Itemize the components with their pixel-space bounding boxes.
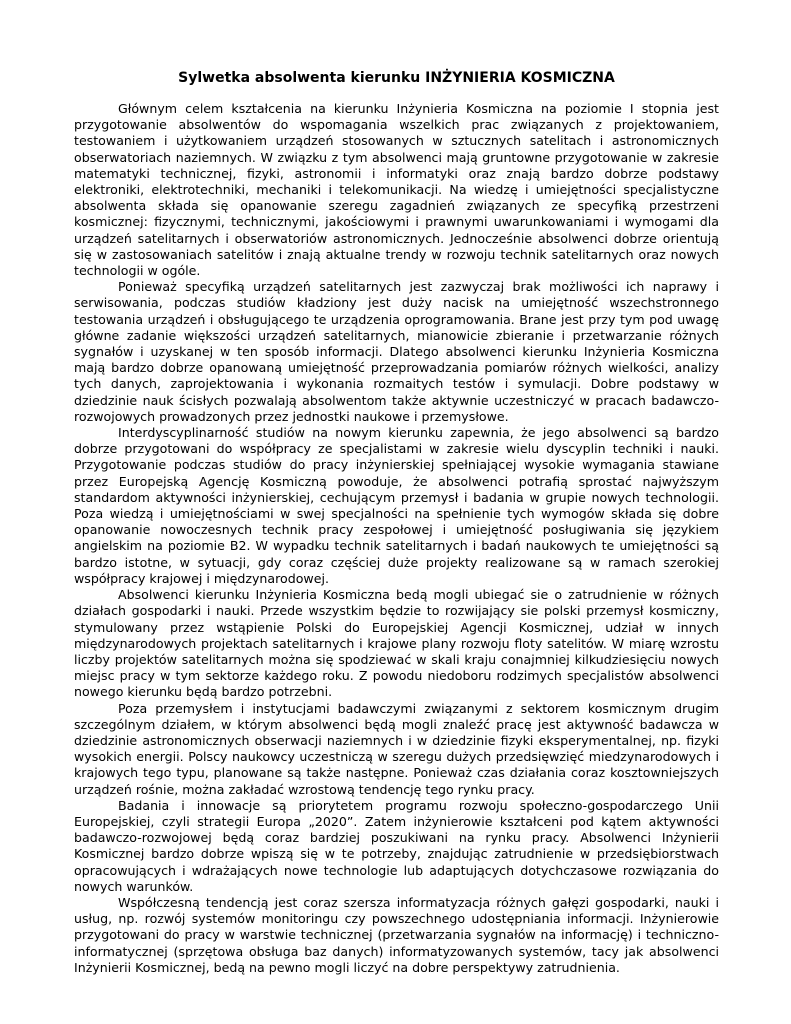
document-title: Sylwetka absolwenta kierunku INŻYNIERIA KOSMICZNA <box>178 70 615 86</box>
paragraph-goals: Głównym celem kształcenia na kierunku Inżynieria Kosmiczna na poziomie I stopnia jest przygotowanie absolwentów do wspomagania wszelkich prac związanych z projektowaniem, testowaniem i użytkowaniem urządzeń stosowanych w sztucznych satelitach i astronomicznych obserwatoriach naziemnych. W związku z tym absolwenci mają gruntowne przygotowanie w zakresie matematyki technicznej, fizyki, astronomii i informatyki oraz znają bardzo dobrze podstawy elektroniki, elektrotechniki, mechaniki i telekomunikacji. Na wiedzę i umiejętności specjalistyczne absolwenta składa się opanowanie szeregu zagadnień związanych ze specyfiką przestrzeni kosmicznej: fizycznymi, technicznymi, jakościowymi i prawnymi uwarunkowaniami i wymogami dla urządzeń satelitarnych i obserwatoriów astronomicznych. Jednocześnie absolwenci dobrze orientują się w zastosowaniach satelitów i znają aktualne trendy w rozwoju technik satelitarnych oraz nowych technologii w ogóle. <box>74 101 719 279</box>
paragraph-interdisciplinarity: Interdyscyplinarność studiów na nowym kierunku zapewnia, że jego absolwenci są bardzo dobrze przygotowani do współpracy ze specjalistami w zakresie wielu dyscyplin techniki i nauki. Przygotowanie podczas studiów do pracy inżynierskiej spełniającej wysokie wymagania stawiane przez Europejską Agencję Kosmiczną powoduje, że absolwenci potrafią sprostać najwyższym standardom aktywności inżynierskiej, cechującym przemysł i badania w grupie nowych technologii. Poza wiedzą i umiejętnościami w swej specjalności na spełnienie tych wymogów składa się dobre opanowanie nowoczesnych technik pracy zespołowej i umiejętność posługiwania się językiem angielskim na poziomie B2. W wypadku technik satelitarnych i badań naukowych te umiejętności są bardzo istotne, w sytuacji, gdy coraz częściej duże projekty realizowane są w ramach szerokiej współpracy krajowej i międzynarodowej. <box>74 425 719 586</box>
paragraph-employment: Absolwenci kierunku Inżynieria Kosmiczna bedą mogli ubiegać sie o zatrudnienie w różnych działach gospodarki i nauki. Przede wszystkim będzie to rozwijający sie polski przemysł kosmiczny, stymulowany przez wstąpienie Polski do Europejskiej Agencji Kosmicznej, udział w innych międzynarodowych projektach satelitarnych i krajowe plany rozwoju floty satelitów. W miarę wzrostu liczby projektów satelitarnych można się spodziewać w skali kraju conajmniej kilkudziesięciu nowych miejsc pracy w tym sektorze każdego roku. Z powodu niedoboru rodzimych specjalistów absolwenci nowego kierunku będą bardzo potrzebni. <box>74 587 719 700</box>
paragraph-research: Poza przemysłem i instytucjami badawczymi związanymi z sektorem kosmicznym drugim szczególnym działem, w którym absolwenci będą mogli znaleźć pracę jest aktywność badawcza w dziedzinie astronomicznych obserwacji naziemnych i w dziedzinie fizyki eksperymentalnej, np. fizyki wysokich energii. Polscy naukowcy uczestniczą w szeregu dużych przedsięwzięć miedzynarodowych i krajowych tego typu, planowane są także następne. Ponieważ czas działania coraz kosztowniejszych urządzeń rośnie, można zakładać wzrostową tendencję tego rynku pracy. <box>74 700 719 797</box>
paragraph-innovation: Badania i innowacje są priorytetem programu rozwoju społeczno-gospodarczego Unii Europejskiej, czyli strategii Europa „2020”. Zatem inżynierowie kształceni pod kątem aktywności badawczo-rozwojowej będą coraz bardziej poszukiwani na rynku pracy. Absolwenci Inżynierii Kosmicznej bardzo dobrze wpiszą się w te potrzeby, znajdując zatrudnienie w przedsiębiorstwach opracowujących i wdrażających nowe technologie lub adaptujących dotychczasowe rozwiązania do nowych warunków. <box>74 797 719 894</box>
paragraph-testing: Ponieważ specyfiką urządzeń satelitarnych jest zazwyczaj brak możliwości ich naprawy i serwisowania, podczas studiów kładziony jest duży nacisk na umiejętność wszechstronnego testowania urządzeń i obsługującego te urządzenia oprogramowania. Brane jest przy tym pod uwagę główne zadanie większości urządzeń satelitarnych, mianowicie zbieranie i przetwarzanie różnych sygnałów i uzyskanej w ten sposób informacji. Dlatego absolwenci kierunku Inżynieria Kosmiczna mają bardzo dobrze opanowaną umiejętność przeprowadzania pomiarów różnych wielkości, analizy tych danych, zaprojektowania i wykonania rozmaitych testów i symulacji. Dobre podstawy w dziedzinie nauk ścisłych pozwalają absolwentom także aktywnie uczestniczyć w pracach badawczo-rozwojowych prowadzonych przez jednostki naukowe i przemysłowe. <box>74 279 719 424</box>
paragraph-informatization: Współczesną tendencją jest coraz szersza informatyzacja różnych gałęzi gospodarki, nauki i usług, np. rozwój systemów monitoringu czy powszechnego udostępniania informacji. Inżynierowie przygotowani do pracy w warstwie technicznej (przetwarzania sygnałów na informację) i techniczno-informatycznej (sprzętowa obsługa baz danych) informatyzowanych systemów, tacy jak absolwenci Inżynierii Kosmicznej, bedą na pewno mogli liczyć na dobre perspektywy zatrudnienia. <box>74 894 719 975</box>
document-page <box>74 68 719 976</box>
